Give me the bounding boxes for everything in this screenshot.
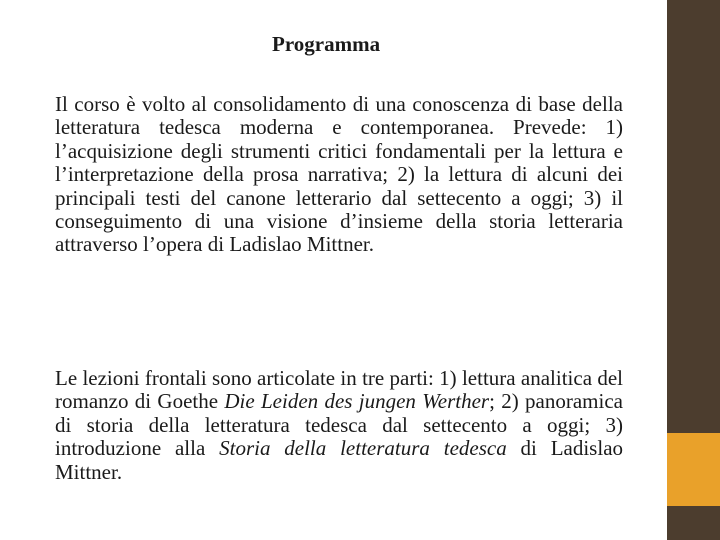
lecture-structure-text-part2: ; 2) panoramica di storia della letteratura tedesca dal settecento a oggi; 3) introduzione alla [55,389,623,461]
work-title-werther: Die Leiden des jungen Werther [224,389,490,414]
work-title-storia: Storia della letteratura tedesca [219,436,507,461]
sidebar-dark-band-top [667,0,720,433]
slide-title: Programma [272,32,381,56]
sidebar-accent-band [667,433,720,506]
sidebar-dark-band-bottom [667,506,720,540]
course-description-paragraph: Il corso è volto al consolidamento di una conoscenza di base della letteratura tedesca moderna e contemporanea. Prevede: 1) l’acquisizione degli strumenti critici fondamentali per la lettura e l’interpretazione della prosa narrativa; 2) la lettura di alcuni dei principali testi del canone letterario dal settecento a oggi; 3) il conseguimento di una visione d’insieme della storia letteraria attraverso l’opera di Ladislao Mittner. [55,92,623,257]
lecture-structure-text-part3: di Ladislao Mittner. [55,436,624,484]
lecture-structure-paragraph [55,367,623,484]
lecture-structure-text-part1: Le lezioni frontali sono articolate in tre parti: 1) lettura analitica del romanzo di Goethe [55,366,623,414]
